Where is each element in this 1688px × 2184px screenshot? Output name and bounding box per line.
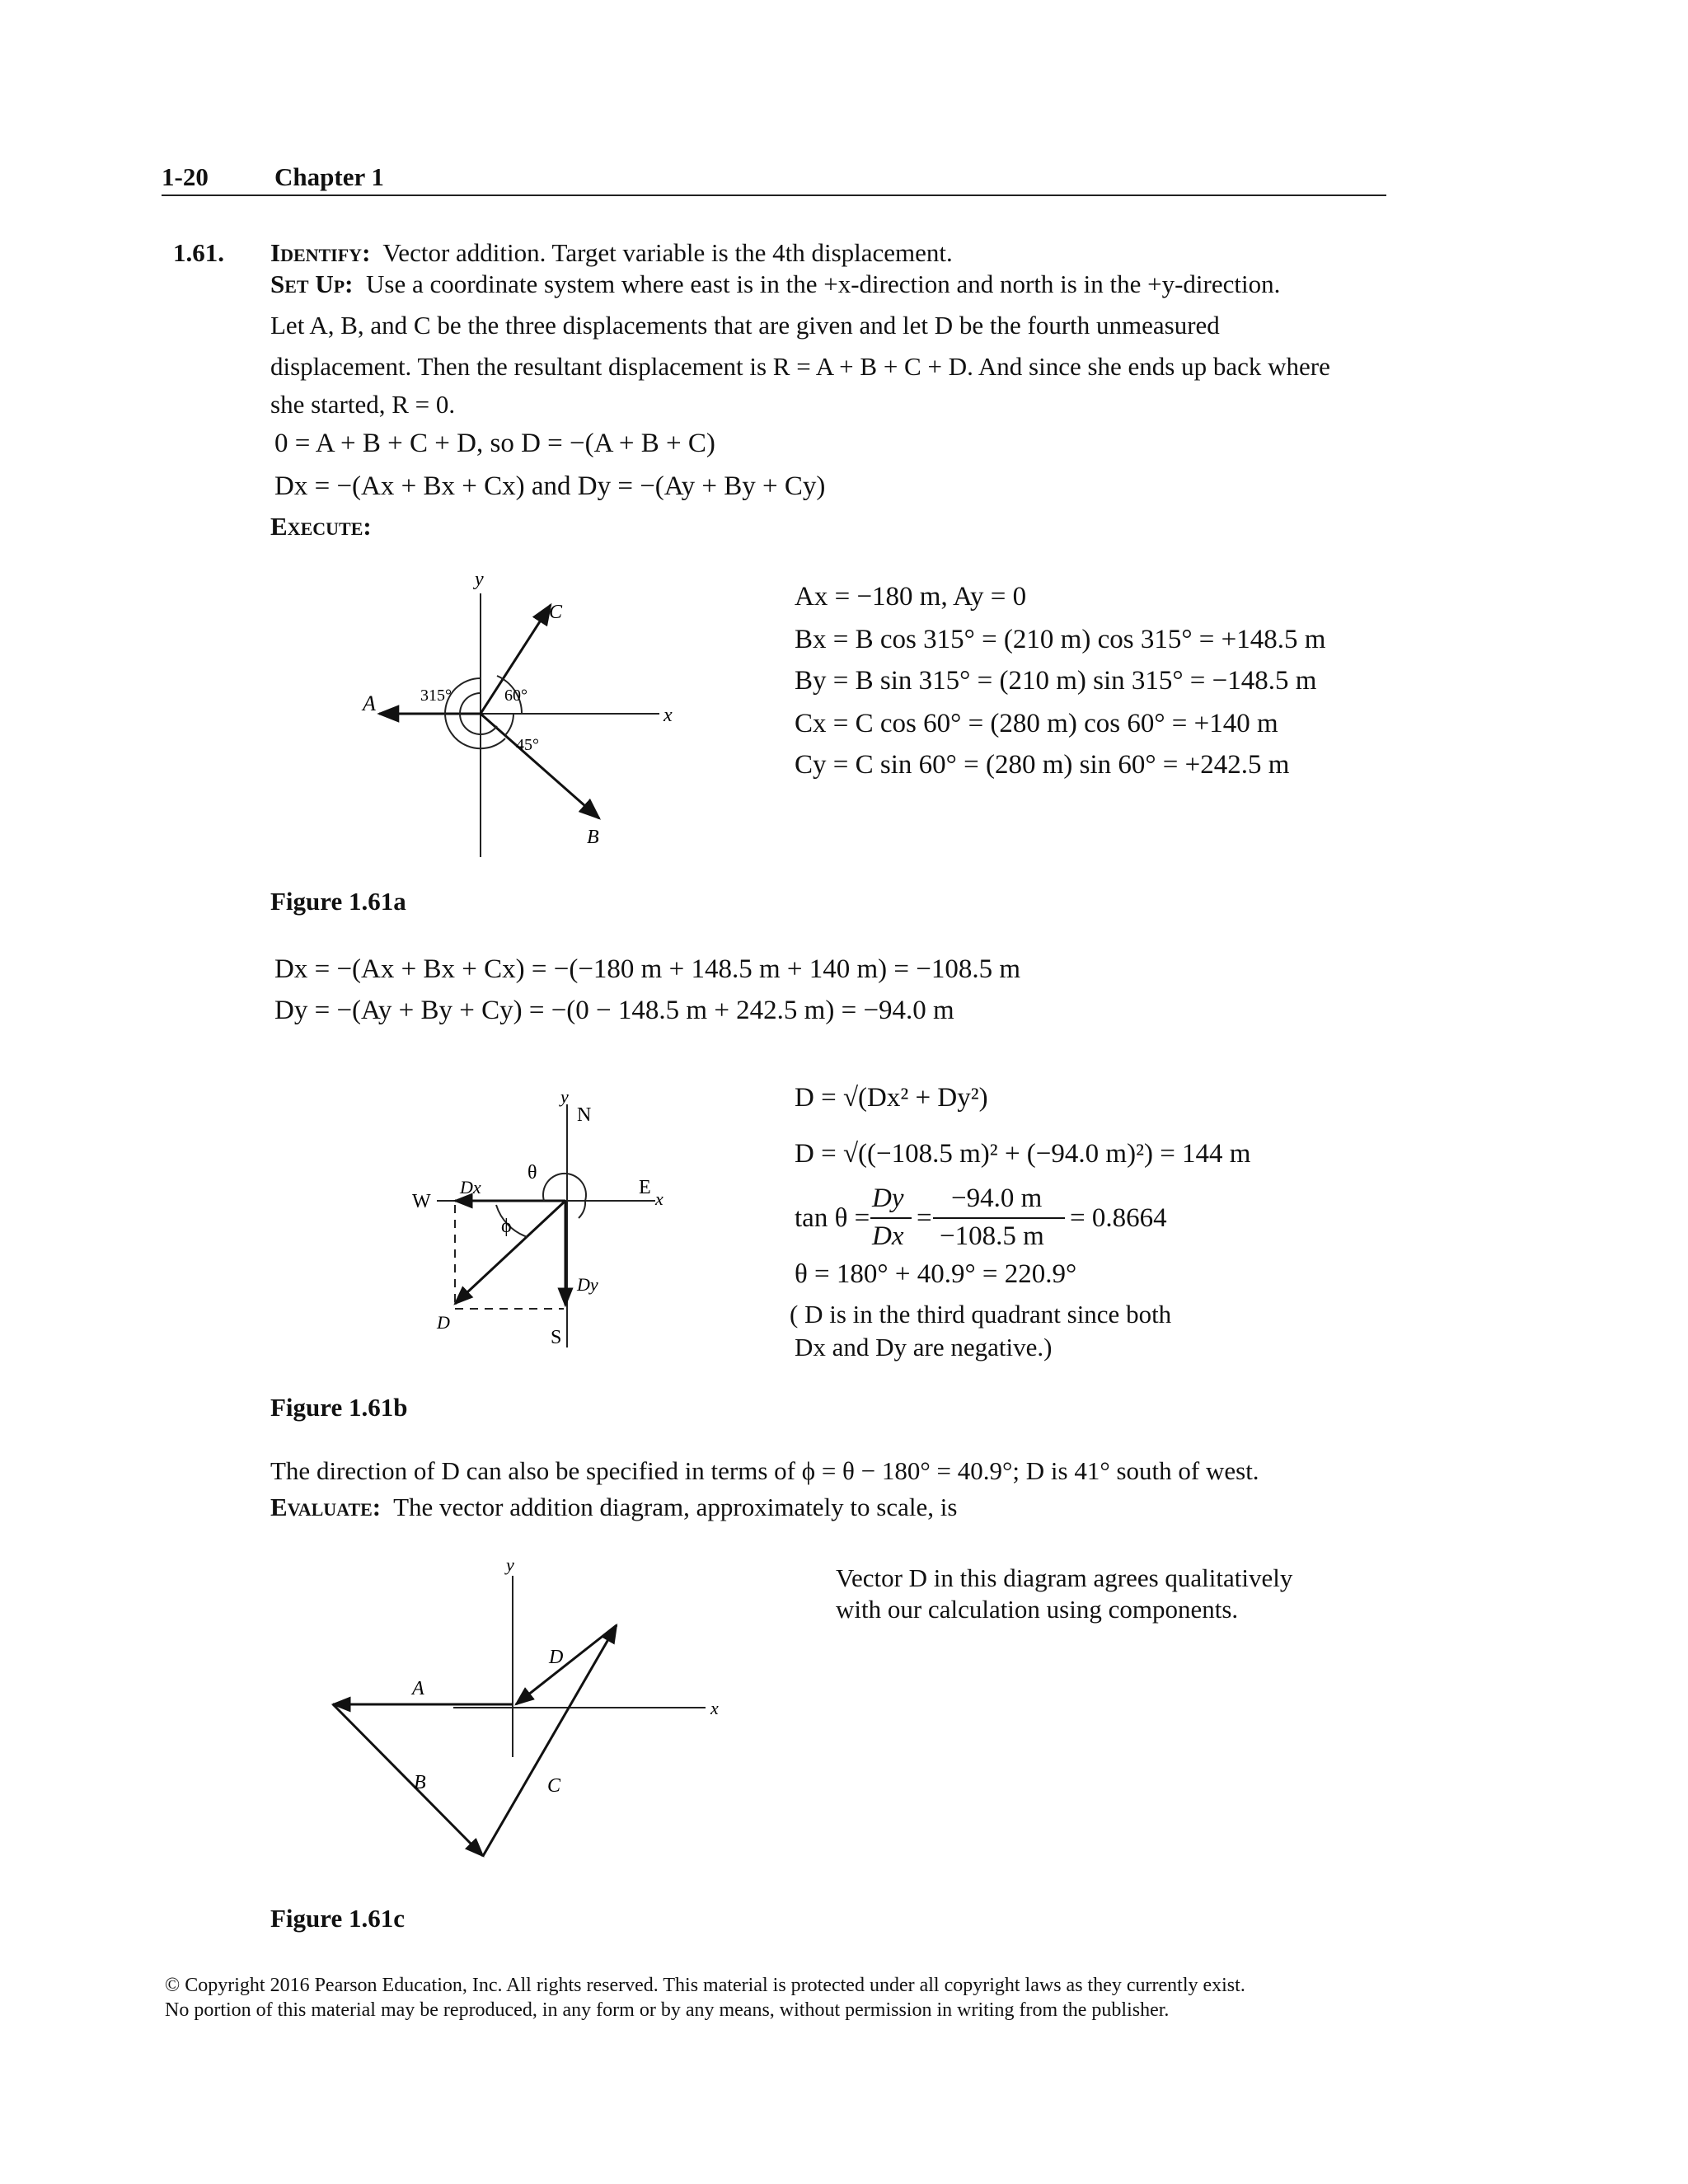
fig-b-s-label: S — [551, 1327, 562, 1348]
fig-b-y-label: y — [560, 1086, 569, 1107]
footer-rights: No portion of this material may be reproduced, in any form or by any means, without permission in writing from the publisher. — [165, 1999, 1170, 2021]
figure-1-61c — [321, 1549, 750, 1896]
setup-line-2: Let A, B, and C be the three displacements that are given and let D be the fourth unmeasured — [270, 311, 1220, 340]
quadrant-note-1: ( D is in the third quadrant since both — [790, 1300, 1172, 1329]
fig-c-y-label: y — [506, 1554, 514, 1575]
fig-a-label-a: A — [363, 691, 376, 715]
setup-label: Set Up: — [270, 269, 354, 298]
evaluate-text: The vector addition diagram, approximately to scale, is — [393, 1493, 958, 1521]
component-cx: Cx = C cos 60° = (280 m) cos 60° = +140 m — [795, 709, 1278, 738]
chapter-title: Chapter 1 — [274, 162, 384, 191]
tan-fraction-bar-1 — [870, 1217, 912, 1219]
setup-line-1 — [270, 269, 1280, 300]
tan-denominator-dx: Dx — [872, 1221, 904, 1251]
fig-b-label-dy: Dy — [577, 1274, 598, 1295]
fig-a-vector-b — [481, 714, 599, 818]
component-by: By = B sin 315° = (210 m) sin 315° = −148.5 m — [795, 666, 1317, 696]
setup-text-1: Use a coordinate system where east is in the +x-direction and north is in the +y-direction. — [366, 269, 1281, 298]
fig-a-y-label: y — [475, 569, 484, 590]
fig-b-label-d: D — [437, 1312, 450, 1333]
component-equation: Dx = −(Ax + Bx + Cx) and Dy = −(Ay + By + Cy) — [274, 471, 826, 501]
tan-denominator-value: −108.5 m — [940, 1221, 1044, 1251]
fig-c-note-1: Vector D in this diagram agrees qualitatively — [836, 1563, 1293, 1592]
figure-1-61a — [354, 560, 684, 857]
fig-c-note-2: with our calculation using components. — [836, 1595, 1239, 1624]
fig-a-label-c: C — [549, 602, 563, 623]
tan-fraction-bar-2 — [933, 1217, 1065, 1219]
fig-a-arc-45 — [505, 714, 513, 735]
tan-result: = 0.8664 — [1070, 1203, 1167, 1233]
setup-line-4: she started, R = 0. — [270, 390, 456, 419]
footer-copyright: © Copyright 2016 Pearson Education, Inc. All rights reserved. This material is protected under all copyright laws as they currently exist. — [165, 1975, 1245, 1996]
evaluate-label: Evaluate: — [270, 1493, 382, 1521]
fig-c-label-d: D — [549, 1647, 564, 1668]
identify-label: Identify: — [270, 238, 371, 267]
magnitude-formula: D = √(Dx² + Dy²) — [795, 1083, 988, 1113]
fig-c-label-b: B — [414, 1772, 426, 1793]
figure-1-61b — [404, 1088, 701, 1368]
fig-a-x-label: x — [663, 705, 673, 726]
fig-c-vector-b — [333, 1704, 483, 1856]
fig-b-label-dx: Dx — [460, 1177, 481, 1197]
fig-b-theta-label: θ — [528, 1162, 537, 1183]
fig-b-w-label: W — [412, 1191, 431, 1212]
identify-line — [270, 237, 953, 269]
fig-c-x-label: x — [710, 1698, 719, 1718]
fig-a-label-b: B — [587, 827, 599, 848]
dy-result: Dy = −(Ay + By + Cy) = −(0 − 148.5 m + 242.5 m) = −94.0 m — [274, 996, 954, 1025]
fig-c-label-c: C — [547, 1775, 561, 1797]
fig-b-x-label: x — [655, 1188, 663, 1209]
tan-numerator-dy: Dy — [872, 1183, 904, 1213]
tan-numerator-value: −94.0 m — [951, 1183, 1043, 1213]
fig-b-phi-label: ϕ — [501, 1216, 512, 1237]
fig-b-n-label: N — [577, 1104, 592, 1126]
identify-text: Vector addition. Target variable is the 4th displacement. — [382, 238, 953, 267]
vector-sum-equation: 0 = A + B + C + D, so D = −(A + B + C) — [274, 429, 715, 458]
evaluate-line — [270, 1492, 957, 1523]
figure-1-61a-caption: Figure 1.61a — [270, 887, 406, 916]
tan-lhs: tan θ = — [795, 1203, 870, 1233]
component-bx: Bx = B cos 315° = (210 m) cos 315° = +148.5 m — [795, 625, 1326, 654]
dx-result: Dx = −(Ax + Bx + Cx) = −(−180 m + 148.5 m + 140 m) = −108.5 m — [274, 954, 1021, 984]
magnitude-value: D = √((−108.5 m)² + (−94.0 m)²) = 144 m — [795, 1139, 1251, 1169]
fig-a-angle-60: 60° — [504, 687, 528, 705]
header-rule — [162, 194, 1386, 196]
fig-a-angle-315: 315° — [420, 687, 452, 705]
quadrant-note-2: Dx and Dy are negative.) — [795, 1333, 1053, 1361]
problem-number: 1.61. — [173, 238, 224, 267]
component-ax-ay: Ax = −180 m, Ay = 0 — [795, 582, 1027, 612]
fig-b-theta-arc — [543, 1174, 586, 1201]
fig-c-vector-d — [516, 1625, 617, 1704]
figure-1-61c-caption: Figure 1.61c — [270, 1904, 406, 1933]
page-number: 1-20 — [162, 162, 209, 191]
component-cy: Cy = C sin 60° = (280 m) sin 60° = +242.5 m — [795, 750, 1290, 780]
fig-a-angle-45: 45° — [516, 736, 539, 754]
execute-label: Execute: — [270, 512, 372, 541]
theta-equation: θ = 180° + 40.9° = 220.9° — [795, 1259, 1077, 1289]
fig-c-label-a: A — [412, 1678, 424, 1699]
fig-b-e-label: E — [639, 1177, 651, 1198]
figure-1-61b-caption: Figure 1.61b — [270, 1393, 408, 1422]
setup-line-3: displacement. Then the resultant displacement is R = A + B + C + D. And since she ends up back where — [270, 352, 1330, 381]
direction-text: The direction of D can also be specified in terms of ϕ = θ − 180° = 40.9°; D is 41° south of west. — [270, 1456, 1259, 1485]
